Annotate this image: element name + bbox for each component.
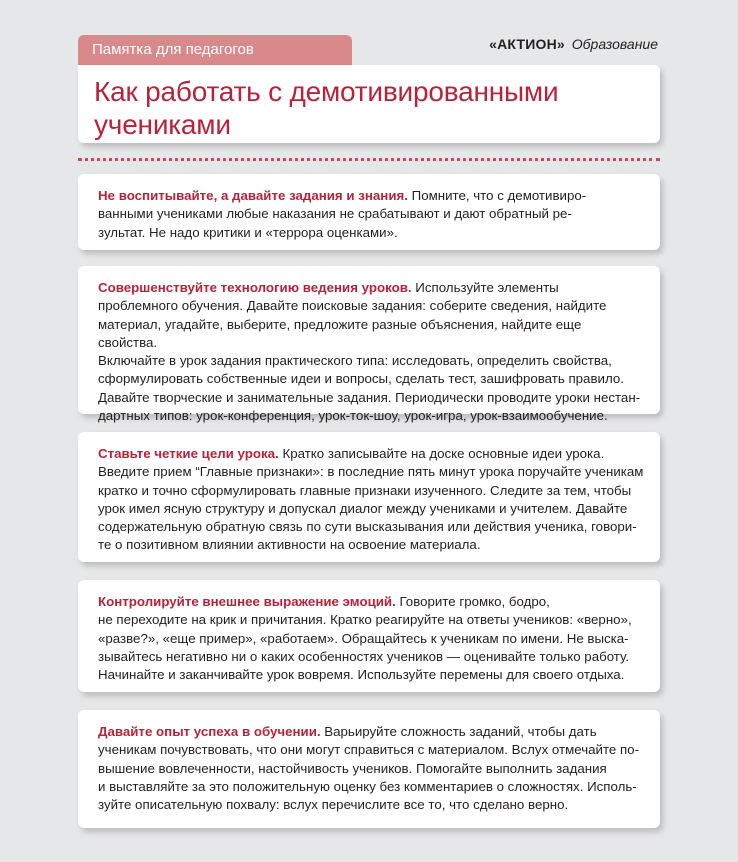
memo-tab-label: Памятка для педагогов xyxy=(92,41,254,58)
memo-tab xyxy=(78,35,352,65)
tip-body: Варьируйте сложность заданий, чтобы дать ученикам почувствовать, что они могут справиться с материалом. Вслух отмечайте по- вышение вовлеченности, настойчивость учеников. Помогайте выполнить задания и выставляйте за это положительную оценку без комментариев о сложностях. Исполь- зуйте описательную похвалу: вслух перечислите все то, что сделано верно. xyxy=(98,724,640,813)
tip-body: Кратко записывайте на доске основные идеи урока. Введите прием “Главные признаки»: в последние пять минут урока поручайте ученикам кратко и точно сформулировать главные признаки изученного. Следите за тем, чтобы урок имел ясную структуру и допускал диалог между учениками и учителем. Давайте содержательную обратную связь по сути высказывания или действия ученика, говори- те о позитивном влиянии активности на освоение материала. xyxy=(98,446,644,553)
tip-card-3 xyxy=(78,432,660,562)
tip-lead: Ставьте четкие цели урока. xyxy=(98,446,279,461)
tip-body: Помните, что с демотивиро- ванными учениками любые наказания не срабатывают и дают обратный ре- зультат. Не надо критики и «террора оценками». xyxy=(98,188,587,240)
tip-card-2 xyxy=(78,266,660,424)
tip-card-4 xyxy=(78,580,660,692)
tip-card-5 xyxy=(78,710,660,828)
tip-text xyxy=(98,187,644,242)
tip-body: Используйте элементы проблемного обучения. Давайте поисковые задания: соберите сведения, найдите материал, угадайте, выберите, предложите разные объяснения, найдите еще свойства. Включайте в урок задания практического типа: исследовать, определить свойства, сформулировать собственные идеи и вопросы, сделать тест, зашифровать правило. Давайте творческие и занимательные задания. Периодически проводите уроки нестан- дартных типов: урок-конференция, урок-ток-шоу, урок-игра, урок-взаимообучение. xyxy=(98,280,641,424)
title-box xyxy=(78,65,660,143)
tip-text xyxy=(98,445,644,555)
page-title: Как работать с демотивированными учениками xyxy=(94,76,559,140)
tip-text xyxy=(98,279,644,425)
tip-lead: Не воспитывайте, а давайте задания и знания. xyxy=(98,188,408,203)
dotted-divider xyxy=(78,158,660,161)
tip-lead: Контролируйте внешнее выражение эмоций. xyxy=(98,594,396,609)
brand-subtitle: Образование xyxy=(571,36,658,52)
tip-text xyxy=(98,593,644,684)
tip-body: Говорите громко, бодро, не переходите на крик и причитания. Кратко реагируйте на ответы учеников: «верно», «разве?», «еще пример», «работаем». Обращайтесь к ученикам по имени. Не выска- зывайтесь негативно ни о каких особенностях учеников — оценивайте только работу. Начинайте и заканчивайте урок вовремя. Используйте перемены для своего отдыха. xyxy=(98,594,632,683)
tip-card-1 xyxy=(78,174,660,250)
tip-text xyxy=(98,723,644,814)
brand-logo-text: «АКТИОН» xyxy=(489,36,565,52)
tip-lead: Совершенствуйте технологию ведения уроков. xyxy=(98,280,412,295)
tip-lead: Давайте опыт успеха в обучении. xyxy=(98,724,321,739)
brand-logo xyxy=(489,36,658,52)
